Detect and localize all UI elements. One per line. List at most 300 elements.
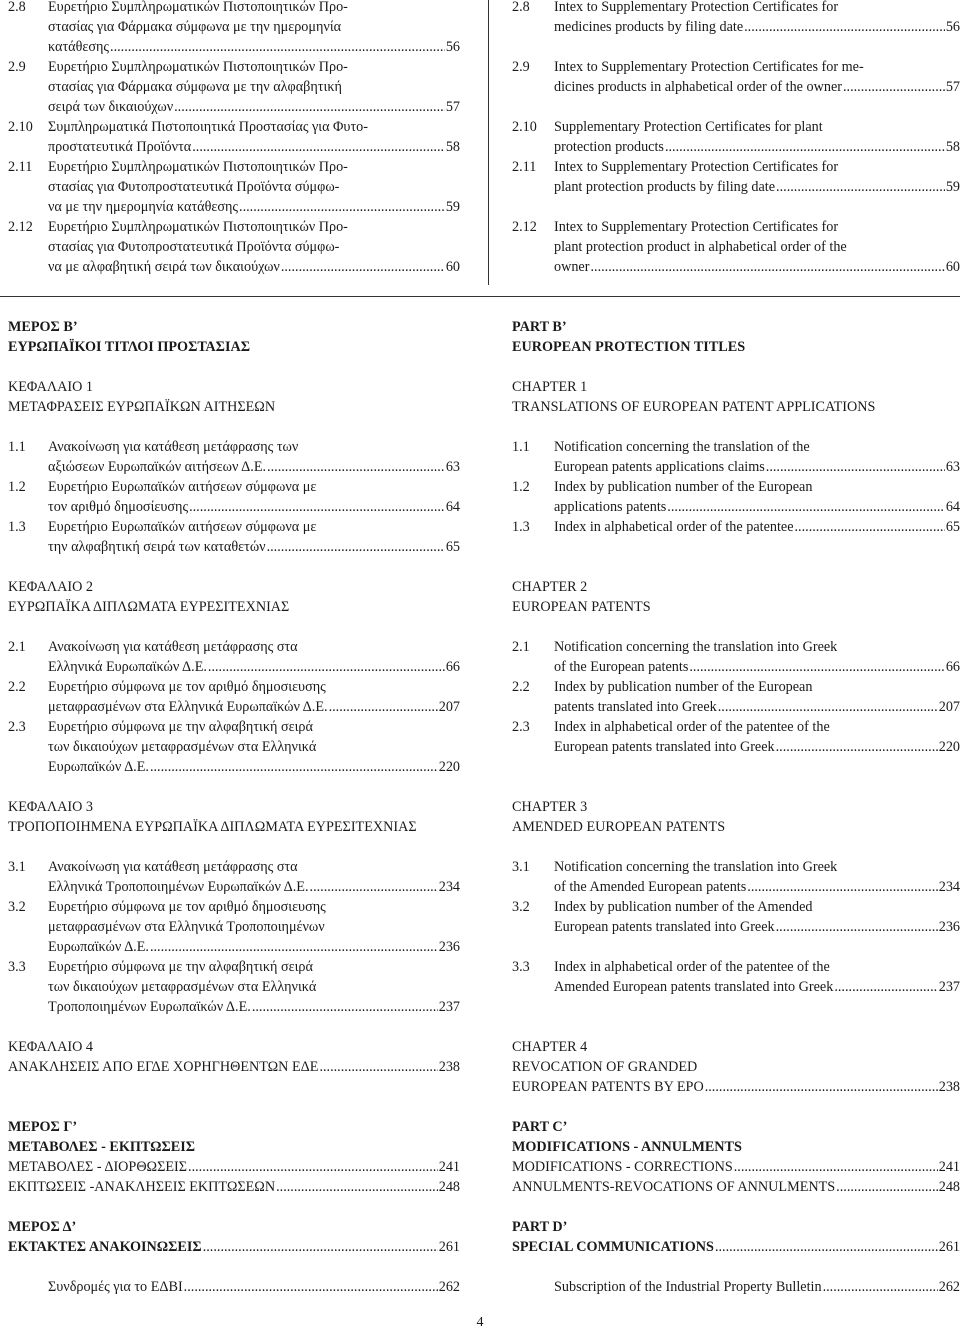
toc-entry-text: να με την ημερομηνία κατάθεσης (48, 199, 239, 215)
toc-entry-text: στασίας για Φάρμακα σύμφωνα με την ημερομηνία (48, 19, 342, 35)
toc-entry-text: ANNULMENTS-REVOCATIONS OF ANNULMENTS (512, 1179, 836, 1195)
toc-entry-text: στασίας για Φυτοπροστατευτικά Προϊόντα σύμφω- (48, 239, 340, 255)
dot-leader (267, 457, 445, 477)
toc-entry (8, 1177, 460, 1197)
toc-entry (8, 1237, 460, 1257)
toc-page-number: 59 (945, 179, 960, 195)
toc-entry-line (8, 677, 460, 697)
toc-entry-text: Ανακοίνωση για κατάθεση μετάφρασης των (48, 439, 299, 455)
dot-leader (836, 1177, 938, 1197)
toc-entry-text: Τροποποιημένων Ευρωπαϊκών Δ.Ε. (48, 999, 251, 1015)
chapter-subtitle: REVOCATION OF GRANDED (512, 1059, 698, 1075)
toc-entry-line (512, 697, 960, 717)
toc-entry-line (8, 857, 460, 877)
dot-leader (188, 1157, 438, 1177)
toc-entry-line (8, 1177, 460, 1197)
toc-entry-line (8, 237, 460, 257)
part-subtitle: ΕΥΡΩΠΑΪΚΟΙ ΤΙΤΛΟΙ ΠΡΟΣΤΑΣΙΑΣ (8, 339, 250, 355)
toc-entry-line (8, 497, 460, 517)
toc-entry-text: Amended European patents translated into Greek (554, 979, 834, 995)
toc-entry-number: 2.11 (512, 159, 537, 175)
chapter-subtitle: EUROPEAN PATENTS (512, 599, 651, 615)
chapter-title: CHAPTER 1 (512, 379, 588, 395)
toc-entry-line (8, 137, 460, 157)
dot-leader (795, 517, 945, 537)
part-title: PART B’ (512, 319, 567, 335)
toc-entry-line (512, 1077, 960, 1097)
toc-entry-text: Intex to Supplementary Protection Certificates for (554, 219, 839, 235)
toc-entry (8, 217, 460, 277)
toc-entry-number: 1.1 (512, 439, 530, 455)
toc-entry-line (8, 757, 460, 777)
toc-entry-line (8, 217, 460, 237)
toc-entry-text: MODIFICATIONS - CORRECTIONS (512, 1159, 733, 1175)
part-subtitle: ΕΚΤΑΚΤΕΣ ΑΝΑΚΟΙΝΩΣΕΙΣ (8, 1239, 202, 1255)
toc-entry-line (8, 517, 460, 537)
toc-entry-text: European patents translated into Greek (554, 919, 775, 935)
toc-page-number: 236 (938, 919, 960, 935)
dot-leader (276, 1177, 438, 1197)
toc-entry-line (8, 977, 460, 997)
toc-entry-text: Ευρετήριο σύμφωνα με την αλφαβητική σειρά (48, 959, 313, 975)
toc-entry-text: Συμπληρωματικά Πιστοποιητικά Προστασίας για Φυτο- (48, 119, 368, 135)
part-title: PART D’ (512, 1219, 568, 1235)
toc-entry-number: 1.2 (512, 479, 530, 495)
toc-entry-line (8, 437, 460, 457)
toc-entry (512, 957, 960, 997)
column-divider (488, 0, 489, 285)
dot-leader (319, 1057, 437, 1077)
toc-page-number: 58 (445, 139, 460, 155)
part-subtitle: MODIFICATIONS - ANNULMENTS (512, 1139, 742, 1155)
dot-leader (267, 537, 445, 557)
toc-entry-number: 1.3 (512, 519, 530, 535)
toc-entry-text: Ελληνικά Ευρωπαϊκών Δ.Ε. (48, 659, 207, 675)
toc-entry (512, 1077, 960, 1097)
heading-block (512, 817, 960, 837)
dot-leader (110, 37, 445, 57)
chapter-subtitle: EUROPEAN PATENTS BY EPO (512, 1079, 704, 1095)
toc-entry (512, 57, 960, 97)
part-title: PART C’ (512, 1119, 568, 1135)
toc-entry-text: ΕΚΠΤΩΣΕΙΣ -ΑΝΑΚΛΗΣΕΙΣ ΕΚΠΤΩΣΕΩΝ (8, 1179, 276, 1195)
dot-leader (776, 737, 938, 757)
toc-entry-number: 3.1 (512, 859, 530, 875)
heading-block (8, 1217, 460, 1237)
dot-leader (203, 1237, 438, 1257)
part-subtitle: SPECIAL COMMUNICATIONS (512, 1239, 714, 1255)
toc-entry-text: στασίας για Φυτοπροστατευτικά Προϊόντα σύμφω- (48, 179, 340, 195)
toc-entry-number: 2.3 (512, 719, 530, 735)
toc-entry (512, 517, 960, 537)
toc-entry (8, 1277, 460, 1297)
toc-page-number: 207 (938, 699, 960, 715)
toc-entry-text: plant protection products by filing date (554, 179, 776, 195)
dot-leader (150, 757, 438, 777)
toc-page-number: 60 (945, 259, 960, 275)
heading-block (512, 317, 960, 337)
chapter-subtitle: ΜΕΤΑΦΡΑΣΕΙΣ ΕΥΡΩΠΑΪΚΩΝ ΑΙΤΗΣΕΩΝ (8, 399, 276, 415)
toc-entry-number: 3.1 (8, 859, 26, 875)
toc-entry (512, 217, 960, 277)
toc-entry-text: Supplementary Protection Certificates for plant (554, 119, 823, 135)
toc-entry-line (8, 0, 460, 17)
toc-entry-line (512, 737, 960, 757)
toc-entry-line (8, 637, 460, 657)
toc-entry (512, 1237, 960, 1257)
toc-entry-text: Ευρετήριο σύμφωνα με την αλφαβητική σειρά (48, 719, 313, 735)
toc-page-number: 248 (938, 1179, 960, 1195)
toc-entry-line (512, 17, 960, 37)
toc-page-number: 238 (438, 1059, 460, 1075)
heading-block (8, 317, 460, 337)
toc-entry-line (512, 257, 960, 277)
toc-entry-line (512, 217, 960, 237)
toc-page-number: 207 (438, 699, 460, 715)
toc-entry-line (8, 177, 460, 197)
toc-entry-line (512, 1237, 960, 1257)
subscription-text: Συνδρομές για το ΕΔΒΙ (48, 1279, 183, 1295)
toc-entry (512, 1277, 960, 1297)
toc-page-number: 66 (445, 659, 460, 675)
toc-entry-text: Intex to Supplementary Protection Certificates for me- (554, 59, 864, 75)
toc-page-number: 63 (945, 459, 960, 475)
toc-page-number: 63 (445, 459, 460, 475)
toc-entry-text: μεταφρασμένων στα Ελληνικά Τροποποιημένων (48, 919, 325, 935)
heading-block (512, 397, 960, 417)
toc-entry-text: applications patents (554, 499, 667, 515)
page-number: 4 (476, 1315, 484, 1330)
toc-entry-text: Ευρετήριο Συμπληρωματικών Πιστοποιητικών Προ- (48, 0, 348, 15)
toc-page-number: 56 (445, 39, 460, 55)
toc-entry-number: 2.2 (8, 679, 26, 695)
toc-entry-text: of the European patents (554, 659, 689, 675)
toc-entry-text: Index in alphabetical order of the patentee of the (554, 719, 830, 735)
heading-block (512, 1117, 960, 1137)
part-title: ΜΕΡΟΣ Β’ (8, 319, 78, 335)
toc-entry-text: dicines products in alphabetical order of the owner (554, 79, 842, 95)
toc-entry-line (512, 137, 960, 157)
toc-entry-text: patents translated into Greek (554, 699, 717, 715)
toc-page-number: 237 (438, 999, 460, 1015)
toc-entry-number: 3.3 (512, 959, 530, 975)
dot-leader (843, 77, 945, 97)
toc-entry (512, 157, 960, 197)
part-subtitle: EUROPEAN PROTECTION TITLES (512, 339, 746, 355)
toc-page-number: 56 (945, 19, 960, 35)
toc-entry-line (8, 157, 460, 177)
toc-entry-line (512, 517, 960, 537)
part-title: ΜΕΡΟΣ Γ’ (8, 1119, 78, 1135)
toc-entry (8, 517, 460, 557)
toc-entry-number: 2.2 (512, 679, 530, 695)
toc-entry-number: 2.3 (8, 719, 26, 735)
toc-entry (8, 677, 460, 717)
toc-entry-text: Ευρετήριο Ευρωπαϊκών αιτήσεων σύμφωνα με (48, 479, 317, 495)
toc-entry (8, 1157, 460, 1177)
toc-page-number: 64 (945, 499, 960, 515)
toc-entry-text: Ευρετήριο Ευρωπαϊκών αιτήσεων σύμφωνα με (48, 519, 317, 535)
toc-entry-number: 2.9 (8, 59, 26, 75)
toc-entry-number: 2.10 (8, 119, 33, 135)
toc-entry-line (8, 1057, 460, 1077)
toc-entry-text: των δικαιούχων μεταφρασμένων στα Ελληνικά (48, 979, 317, 995)
toc-entry-text: την αλφαβητική σειρά των καταθετών (48, 539, 266, 555)
heading-block (8, 577, 460, 597)
toc-entry-text: Ευρετήριο σύμφωνα με τον αριθμό δημοσιευσης (48, 679, 326, 695)
toc-entry (8, 437, 460, 477)
chapter-title: ΚΕΦΑΛΑΙΟ 1 (8, 379, 93, 395)
dot-leader (834, 977, 937, 997)
toc-entry-line (8, 97, 460, 117)
heading-block (512, 1137, 960, 1157)
heading-block (512, 377, 960, 397)
toc-entry-line (8, 657, 460, 677)
toc-entry-line (8, 117, 460, 137)
toc-entry-line (8, 197, 460, 217)
toc-entry-line (512, 637, 960, 657)
subscription-text: Subscription of the Industrial Property Bulletin (554, 1279, 822, 1295)
toc-entry-text: Index in alphabetical order of the patentee (554, 519, 794, 535)
toc-entry-text: των δικαιούχων μεταφρασμένων στα Ελληνικά (48, 739, 317, 755)
toc-page-number: 241 (438, 1159, 460, 1175)
toc-entry-line (8, 457, 460, 477)
toc-entry-line (512, 1177, 960, 1197)
toc-entry-text: Index by publication number of the European (554, 479, 813, 495)
toc-entry-text: αξιώσεων Ευρωπαϊκών αιτήσεων Δ.Ε. (48, 459, 267, 475)
toc-entry-line (512, 0, 960, 17)
toc-entry-text: protection products (554, 139, 664, 155)
toc-entry-line (512, 237, 960, 257)
toc-page-number: 241 (938, 1159, 960, 1175)
toc-entry-line (512, 1157, 960, 1177)
toc-entry-text: σειρά των δικαιούχων (48, 99, 174, 115)
toc-entry-text: μεταφρασμένων στα Ελληνικά Ευρωπαϊκών Δ.Ε. (48, 699, 328, 715)
toc-page-number: 57 (945, 79, 960, 95)
toc-entry-text: plant protection product in alphabetical order of the (554, 239, 847, 255)
toc-entry-line (8, 37, 460, 57)
section-divider (0, 296, 960, 297)
toc-page-number: 234 (938, 879, 960, 895)
heading-block (512, 1037, 960, 1057)
toc-entry (512, 437, 960, 477)
dot-leader (281, 257, 445, 277)
chapter-title: CHAPTER 2 (512, 579, 588, 595)
toc-entry-line (512, 677, 960, 697)
toc-entry-line (512, 117, 960, 137)
toc-entry (8, 717, 460, 777)
toc-entry-line (512, 897, 960, 917)
chapter-subtitle: ΕΥΡΩΠΑΪΚΑ ΔΙΠΛΩΜΑΤΑ ΕΥΡΕΣΙΤΕΧΝΙΑΣ (8, 599, 290, 615)
toc-entry-number: 2.10 (512, 119, 537, 135)
dot-leader (776, 917, 938, 937)
toc-entry-text: Index by publication number of the European (554, 679, 813, 695)
toc-entry-line (8, 57, 460, 77)
toc-entry-line (8, 1277, 460, 1297)
toc-entry-number: 1.2 (8, 479, 26, 495)
dot-leader (174, 97, 445, 117)
toc-page-number: 65 (945, 519, 960, 535)
dot-leader (239, 197, 445, 217)
toc-page-number: 65 (445, 539, 460, 555)
toc-entry-text: Ελληνικά Τροποποιημένων Ευρωπαϊκών Δ.Ε. (48, 879, 309, 895)
toc-entry-line (512, 977, 960, 997)
chapter-title: ΚΕΦΑΛΑΙΟ 3 (8, 799, 93, 815)
toc-entry-line (512, 877, 960, 897)
toc-entry-text: Intex to Supplementary Protection Certificates for (554, 0, 839, 15)
chapter-title: ΚΕΦΑΛΑΙΟ 2 (8, 579, 93, 595)
dot-leader (715, 1237, 938, 1257)
toc-entry-number: 2.11 (8, 159, 33, 175)
toc-entry-number: 2.8 (512, 0, 530, 15)
toc-entry (512, 117, 960, 157)
toc-entry (512, 677, 960, 717)
toc-entry-line (512, 177, 960, 197)
dot-leader (189, 497, 445, 517)
toc-entry-text: Ευρωπαϊκών Δ.Ε. (48, 939, 149, 955)
toc-entry-text: Ανακοίνωση για κατάθεση μετάφρασης στα (48, 639, 298, 655)
toc-page-number: 262 (438, 1279, 460, 1295)
heading-block (512, 597, 960, 617)
dot-leader (689, 657, 944, 677)
toc-page-number: 237 (938, 979, 960, 995)
heading-block (512, 1057, 960, 1077)
heading-block (8, 1037, 460, 1057)
chapter-subtitle: TRANSLATIONS OF EUROPEAN PATENT APPLICATIONS (512, 399, 876, 415)
toc-entry-text: Notification concerning the translation of the (554, 439, 810, 455)
toc-entry-text: ΜΕΤΑΒΟΛΕΣ - ΔΙΟΡΘΩΣΕΙΣ (8, 1159, 188, 1175)
toc-page-number: 220 (438, 759, 460, 775)
toc-entry (8, 897, 460, 957)
toc-entry (512, 897, 960, 937)
dot-leader (192, 137, 445, 157)
toc-entry-text: Intex to Supplementary Protection Certificates for (554, 159, 839, 175)
dot-leader (150, 937, 438, 957)
toc-page-number: 234 (438, 879, 460, 895)
heading-block (8, 397, 460, 417)
toc-entry (512, 637, 960, 677)
toc-entry-text: Notification concerning the translation into Greek (554, 859, 838, 875)
toc-page-number: 262 (938, 1279, 960, 1295)
toc-entry (512, 1157, 960, 1177)
toc-entry-text: τον αριθμό δημοσίευσης (48, 499, 189, 515)
toc-entry (512, 477, 960, 517)
toc-entry-text: European patents translated into Greek (554, 739, 775, 755)
toc-page-number: 58 (945, 139, 960, 155)
toc-entry (8, 957, 460, 1017)
heading-block (8, 1117, 460, 1137)
toc-entry-line (512, 57, 960, 77)
toc-entry-text: κατάθεσης (48, 39, 110, 55)
toc-entry (512, 717, 960, 757)
heading-block (8, 817, 460, 837)
dot-leader (718, 697, 938, 717)
toc-entry-line (8, 1157, 460, 1177)
toc-entry-line (8, 697, 460, 717)
toc-entry-text: Ευρετήριο Συμπληρωματικών Πιστοποιητικών Προ- (48, 159, 348, 175)
dot-leader (310, 877, 438, 897)
toc-entry (8, 0, 460, 57)
toc-entry-line (8, 957, 460, 977)
toc-entry-line (512, 157, 960, 177)
heading-block (8, 797, 460, 817)
dot-leader (252, 997, 438, 1017)
toc-entry (8, 637, 460, 677)
toc-page-number: 238 (938, 1079, 960, 1095)
toc-entry-number: 2.12 (8, 219, 33, 235)
dot-leader (705, 1077, 938, 1097)
toc-page-number: 236 (438, 939, 460, 955)
dot-leader (667, 497, 945, 517)
toc-entry-number: 2.1 (8, 639, 26, 655)
heading-block (8, 377, 460, 397)
toc-entry (8, 157, 460, 217)
toc-entry-text: Notification concerning the translation into Greek (554, 639, 838, 655)
dot-leader (744, 17, 945, 37)
toc-entry-line (512, 1277, 960, 1297)
dot-leader (329, 697, 438, 717)
dot-leader (184, 1277, 438, 1297)
toc-entry-text: προστατευτικά Προϊόντα (48, 139, 192, 155)
toc-entry-number: 2.8 (8, 0, 26, 15)
toc-page-number: 220 (938, 739, 960, 755)
toc-entry-line (512, 77, 960, 97)
toc-entry-line (8, 257, 460, 277)
dot-leader (208, 657, 445, 677)
toc-entry-line (8, 1237, 460, 1257)
toc-entry-line (512, 717, 960, 737)
toc-entry-line (8, 937, 460, 957)
toc-entry-text: Index in alphabetical order of the patentee of the (554, 959, 830, 975)
chapter-subtitle: AMENDED EUROPEAN PATENTS (512, 819, 726, 835)
toc-entry-line (512, 657, 960, 677)
toc-entry-text: Ευρωπαϊκών Δ.Ε. (48, 759, 149, 775)
chapter-subtitle: ΑΝΑΚΛΗΣΕΙΣ ΑΠΟ ΕΓΔΕ ΧΟΡΗΓΗΘΕΝΤΩΝ ΕΔΕ (8, 1059, 319, 1075)
heading-block (8, 597, 460, 617)
toc-entry-line (8, 877, 460, 897)
toc-entry-line (512, 957, 960, 977)
toc-entry-text: medicines products by filing date (554, 19, 744, 35)
toc-page-number: 66 (945, 659, 960, 675)
heading-block (8, 1137, 460, 1157)
toc-entry-line (8, 897, 460, 917)
toc-page-number: 261 (438, 1239, 460, 1255)
dot-leader (776, 177, 945, 197)
toc-entry (8, 1057, 460, 1077)
toc-entry-number: 3.3 (8, 959, 26, 975)
toc-entry-number: 3.2 (8, 899, 26, 915)
toc-entry (512, 0, 960, 37)
heading-block (512, 797, 960, 817)
toc-entry-text: Ευρετήριο σύμφωνα με τον αριθμό δημοσιευσης (48, 899, 326, 915)
toc-entry-line (8, 997, 460, 1017)
toc-page-number: 248 (438, 1179, 460, 1195)
toc-entry-line (8, 537, 460, 557)
toc-entry-line (512, 437, 960, 457)
toc-entry-number: 1.3 (8, 519, 26, 535)
part-title: ΜΕΡΟΣ Δ’ (8, 1219, 77, 1235)
toc-entry-text: owner (554, 259, 590, 275)
toc-page-number: 59 (445, 199, 460, 215)
toc-entry-text: of the Amended European patents (554, 879, 747, 895)
toc-page-number: 57 (445, 99, 460, 115)
toc-entry-line (512, 457, 960, 477)
chapter-subtitle: ΤΡΟΠΟΠΟΙΗΜΕΝΑ ΕΥΡΩΠΑΪΚΑ ΔΙΠΛΩΜΑΤΑ ΕΥΡΕΣΙΤΕΧΝΙΑΣ (8, 819, 417, 835)
toc-entry-line (8, 717, 460, 737)
chapter-title: CHAPTER 4 (512, 1039, 588, 1055)
toc-entry-line (8, 77, 460, 97)
toc-entry-number: 2.1 (512, 639, 530, 655)
